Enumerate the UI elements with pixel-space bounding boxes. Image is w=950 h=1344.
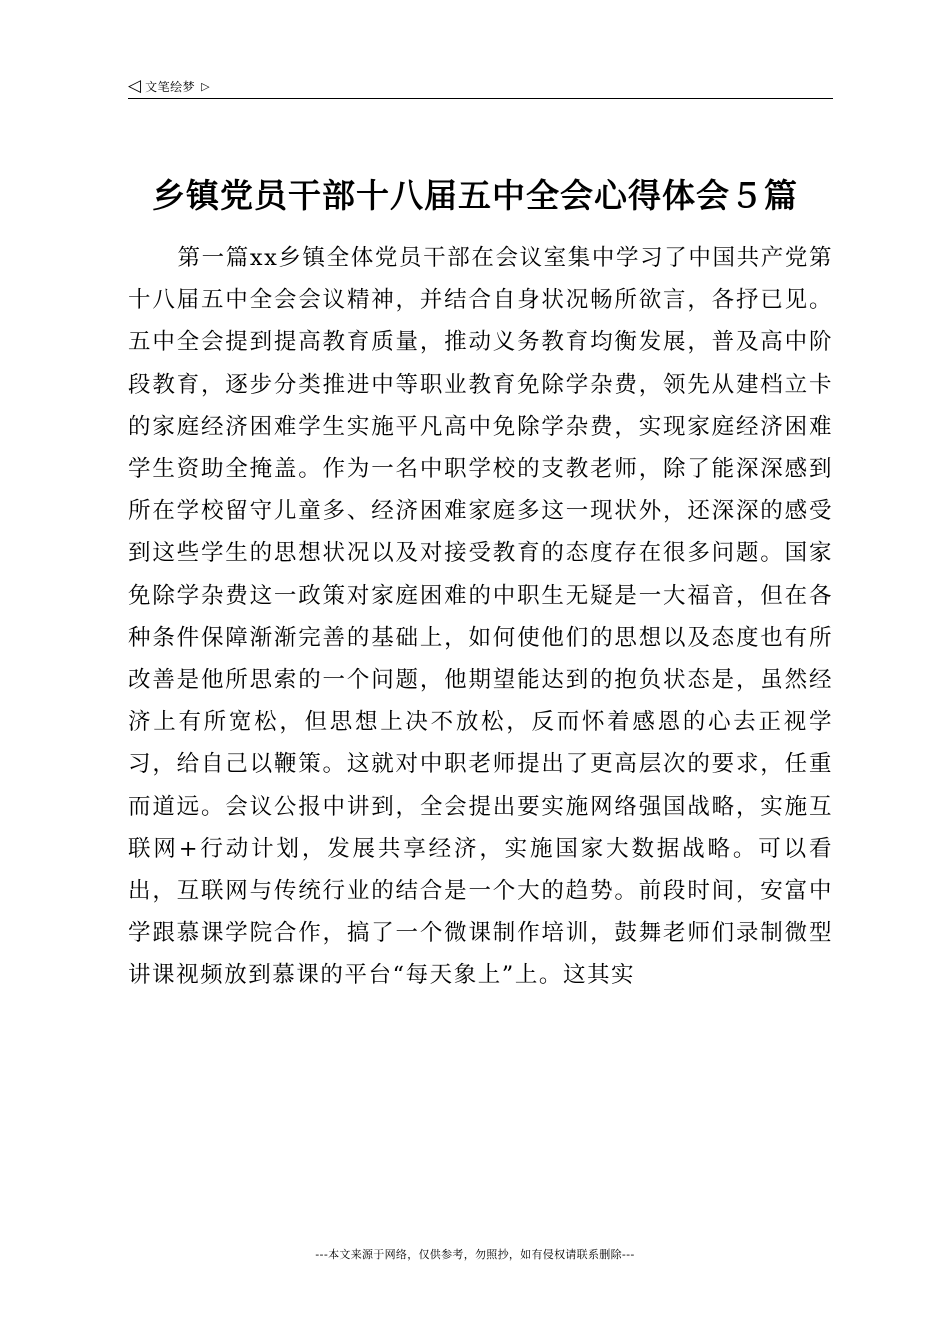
page-header: [128, 74, 833, 99]
triangle-left-icon: ◁: [128, 75, 142, 96]
header-label: 文笔绘梦: [145, 79, 196, 94]
triangle-right-icon: ▷: [201, 79, 210, 93]
document-title: 乡镇党员干部十八届五中全会心得体会５篇: [152, 176, 798, 215]
footer-disclaimer: ---本文来源于网络，仅供参考，勿照抄，如有侵权请联系删除---: [315, 1248, 635, 1261]
body-paragraph: 第一篇xx乡镇全体党员干部在会议室集中学习了中国共产党第十八届五中全会会议精神，并结合自身状况畅所欲言，各抒已见。五中全会提到提高教育质量，推动义务教育均衡发展，普及高中阶段教育，逐步分类推进中等职业教育免除学杂费，领先从建档立卡的家庭经济困难学生实施平凡高中免除学杂费，实现家庭经济困难学生资助全掩盖。作为一名中职学校的支教老师，除了能深深感到所在学校留守儿童多、经济困难家庭多这一现状外，还深深的感受到这些学生的思想状况以及对接受教育的态度存在很多问题。国家免除学杂费这一政策对家庭困难的中职生无疑是一大福音，但在各种条件保障渐渐完善的基础上，如何使他们的思想以及态度也有所改善是他所思索的一个问题，他期望能达到的抱负状态是，虽然经济上有所宽松，但思想上决不放松，反而怀着感恩的心去正视学习，给自己以鞭策。这就对中职老师提出了更高层次的要求，任重而道远。会议公报中讲到，全会提出要实施网络强国战略，实施互联网+行动计划，发展共享经济，实施国家大数据战略。可以看出，互联网与传统行业的结合是一个大的趋势。前段时间，安富中学跟慕课学院合作，搞了一个微课制作培训，鼓舞老师们录制微型讲课视频放到慕课的平台“每天象上”上。这其实: [128, 245, 833, 989]
